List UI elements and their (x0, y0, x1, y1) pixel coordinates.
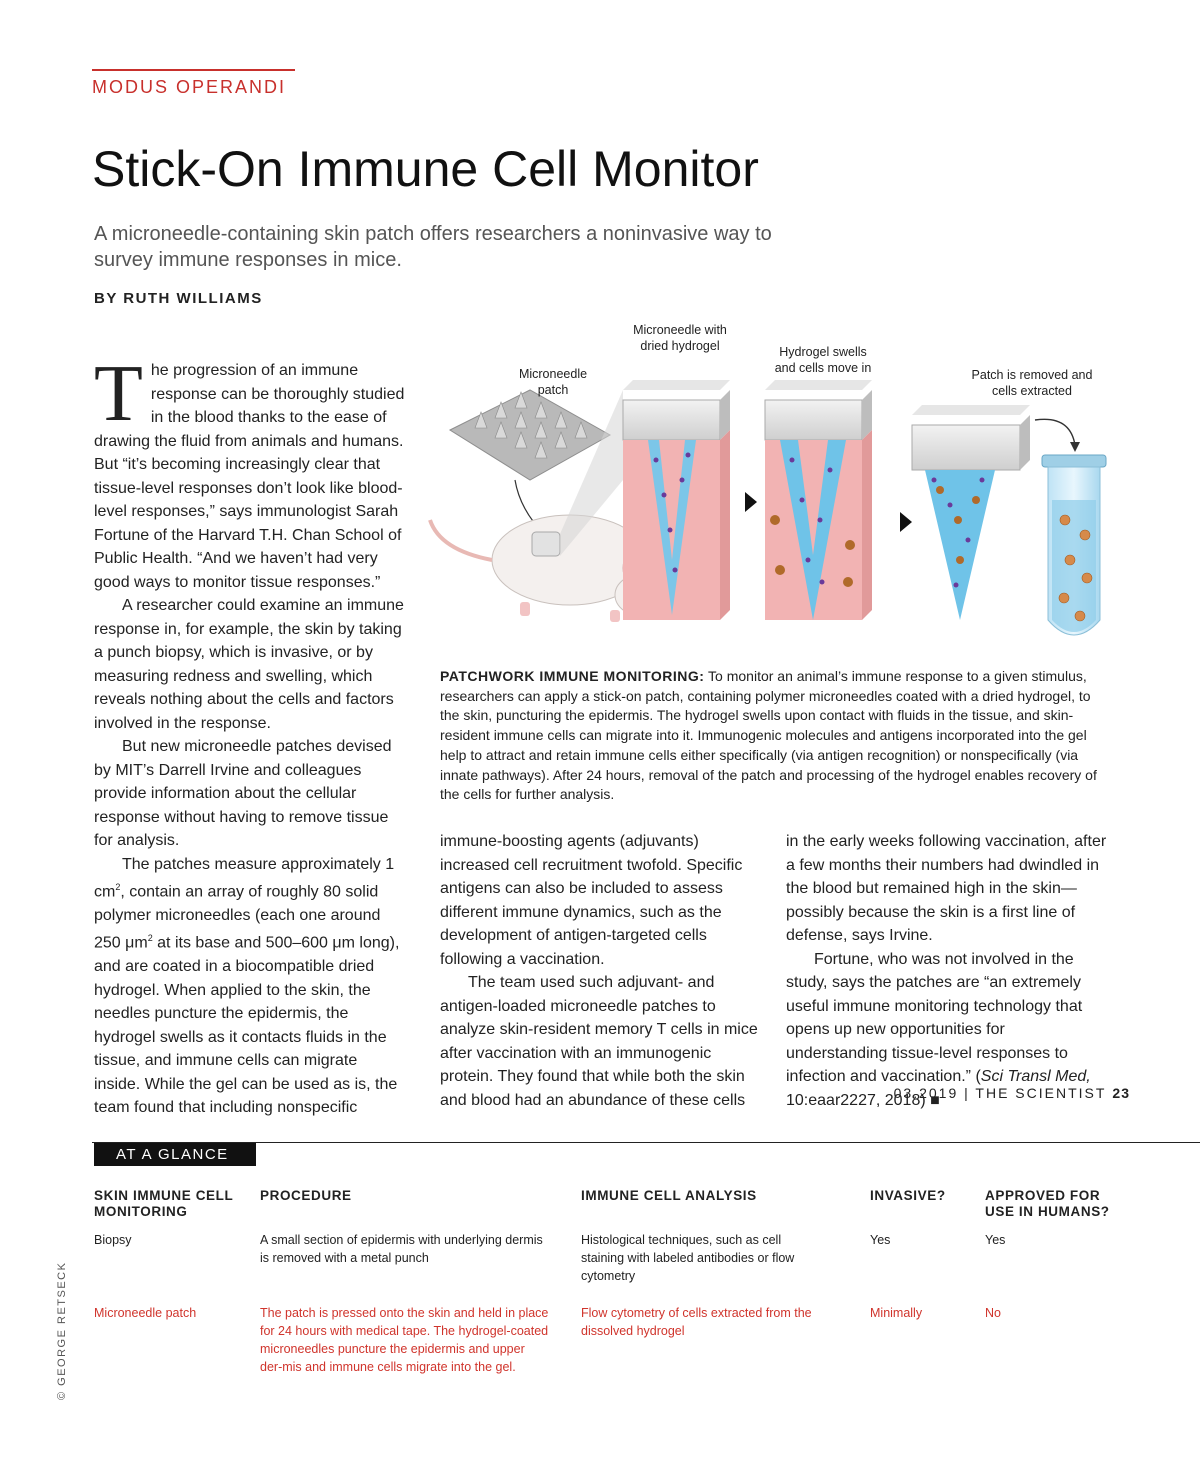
page-footer (894, 1085, 1130, 1101)
photo-credit: © GEORGE RETSECK (56, 1261, 68, 1400)
body-column-1 (94, 350, 406, 1120)
glance-header-approved: APPROVED FOR USE IN HUMANS? (985, 1188, 1110, 1219)
table-cell: Histological techniques, such as cell staining with labeled antibodies or flow cytometry (581, 1233, 795, 1283)
section-label: MODUS OPERANDI (92, 77, 287, 97)
table-cell: Yes (985, 1233, 1006, 1247)
figure-caption (440, 667, 1110, 805)
glance-rule (92, 1142, 1200, 1143)
paragraph: A researcher could examine an immune response in, for example, the skin by taking a punch biopsy, which is invasive, or by measuring redness and swelling, which reveals nothing about the cells and factors involved in the response. (94, 597, 404, 732)
table-cell: Minimally (870, 1306, 923, 1320)
label-dried-hydrogel: Microneedle with dried hydrogel (633, 323, 727, 353)
glance-header-method: SKIN IMMUNE CELL MONITORING (94, 1188, 234, 1219)
footer-issue: 03.2019 | THE SCIENTIST (893, 1085, 1107, 1101)
body-column-2 (440, 830, 762, 1112)
paragraph: The patches measure approximately 1 $cm^2$, contain an array of roughly 80 solid polymer microneedles (each one around 250 $\mu m^2$ at its base and 500–600 μm long), and are coated in a biocompatible dried hydrogel. When applied to the skin, the needles puncture the epidermis, the hydrogel swells as it contacts fluids in the tissue, and immune cells can migrate inside. While the gel can be used as is, the team found that including nonspecific (94, 855, 400, 1117)
paragraph: The team used such adjuvant- and antigen-loaded microneedle patches to analyze skin-resident memory T cells in mice after vaccination with an immunogenic protein. They found that while both the skin and blood had an abundance of these cells (440, 974, 758, 1109)
skin-block-swelling (765, 380, 872, 620)
section-rule (92, 69, 295, 71)
body-column-3 (786, 830, 1108, 1112)
paragraph: in the early weeks following vaccination, after a few months their numbers had dwindled in the blood but remained high in the skin—possibly because the skin is a first line of defense, says Irvine. (786, 833, 1107, 944)
table-cell: Biopsy (94, 1233, 132, 1247)
table-cell: Flow cytometry of cells extracted from the dissolved hydrogel (581, 1306, 812, 1338)
skin-block-dried (623, 380, 730, 620)
glance-header-invasive: INVASIVE? (870, 1188, 946, 1203)
label-microneedle-patch: Microneedle patch (518, 367, 588, 397)
article-title: Stick-On Immune Cell Monitor (92, 141, 759, 197)
patch-removed (912, 405, 1030, 620)
test-tube-icon (1042, 455, 1106, 635)
paragraph: immune-boosting agents (adjuvants) increased cell recruitment twofold. Specific antigens can also be included to assess different immune dynamics, such as the development of antigen-targeted cells following a vaccination. (440, 833, 743, 968)
illustration (420, 320, 1140, 660)
label-patch-removed: Patch is removed and cells extracted (971, 368, 1093, 398)
caption-text: To monitor an animal’s immune response to a given stimulus, researchers can apply a stick-on patch, containing polymer microneedles coated with a dried hydrogel, to the skin, puncturing the epidermis. The hydrogel swells upon contact with fluids in the tissue, and skin-resident immune cells can migrate into it. Immunogenic molecules and antigens incorporated into the gel help to attract and retain immune cells either specifically (via antigen recognition) or nonspecifically (via innate pathways). After 24 hours, removal of the patch and processing of the hydrogel enables recovery of the cells for further analysis. (440, 668, 1097, 803)
page-number: 23 (1112, 1085, 1130, 1101)
label-hydrogel-swells: Hydrogel swells and cells move in (774, 345, 872, 375)
glance-tab: AT A GLANCE (94, 1143, 256, 1166)
table-cell: No (985, 1306, 1001, 1320)
drop-cap: T (94, 350, 143, 438)
glance-header-analysis: IMMUNE CELL ANALYSIS (581, 1188, 757, 1203)
glance-header-procedure: PROCEDURE (260, 1188, 352, 1203)
table-cell: Yes (870, 1233, 891, 1247)
article-deck: A microneedle-containing skin patch offers researchers a noninvasive way to survey immune responses in mice. (94, 223, 772, 271)
caption-lead: PATCHWORK IMMUNE MONITORING: (440, 668, 705, 684)
byline: BY RUTH WILLIAMS (94, 290, 263, 307)
paragraph: Fortune, who was not involved in the study, says the patches are “an extremely useful immune monitoring technology that opens up new opportunities for understanding tissue-level responses to infection and vaccination.” (Sci Transl Med, 10:eaar2227, 2018) ■ (786, 950, 1091, 1109)
paragraph: The progression of an immune response can be thoroughly studied in the blood thanks to the ease of drawing the fluid from animals and humans. But “it’s becoming increasingly clear that tissue-level responses don’t look like blood-level responses,” says immunologist Sarah Fortune of the Harvard T.H. Chan School of Public Health. “And we haven’t had very good ways to monitor tissue responses.” (94, 350, 405, 591)
table-cell: Microneedle patch (94, 1306, 197, 1320)
table-cell: The patch is pressed onto the skin and held in place for 24 hours with medical tape. The hydrogel-coated microneedles puncture the epidermis and upper der-mis and immune cells migrate into the gel. (260, 1306, 549, 1374)
table-cell: A small section of epidermis with underlying dermis is removed with a metal punch (260, 1233, 543, 1265)
paragraph: But new microneedle patches devised by MIT’s Darrell Irvine and colleagues provide information about the cellular response without having to remove tissue for analysis. (94, 738, 392, 849)
microneedle-patch-icon (450, 390, 610, 480)
